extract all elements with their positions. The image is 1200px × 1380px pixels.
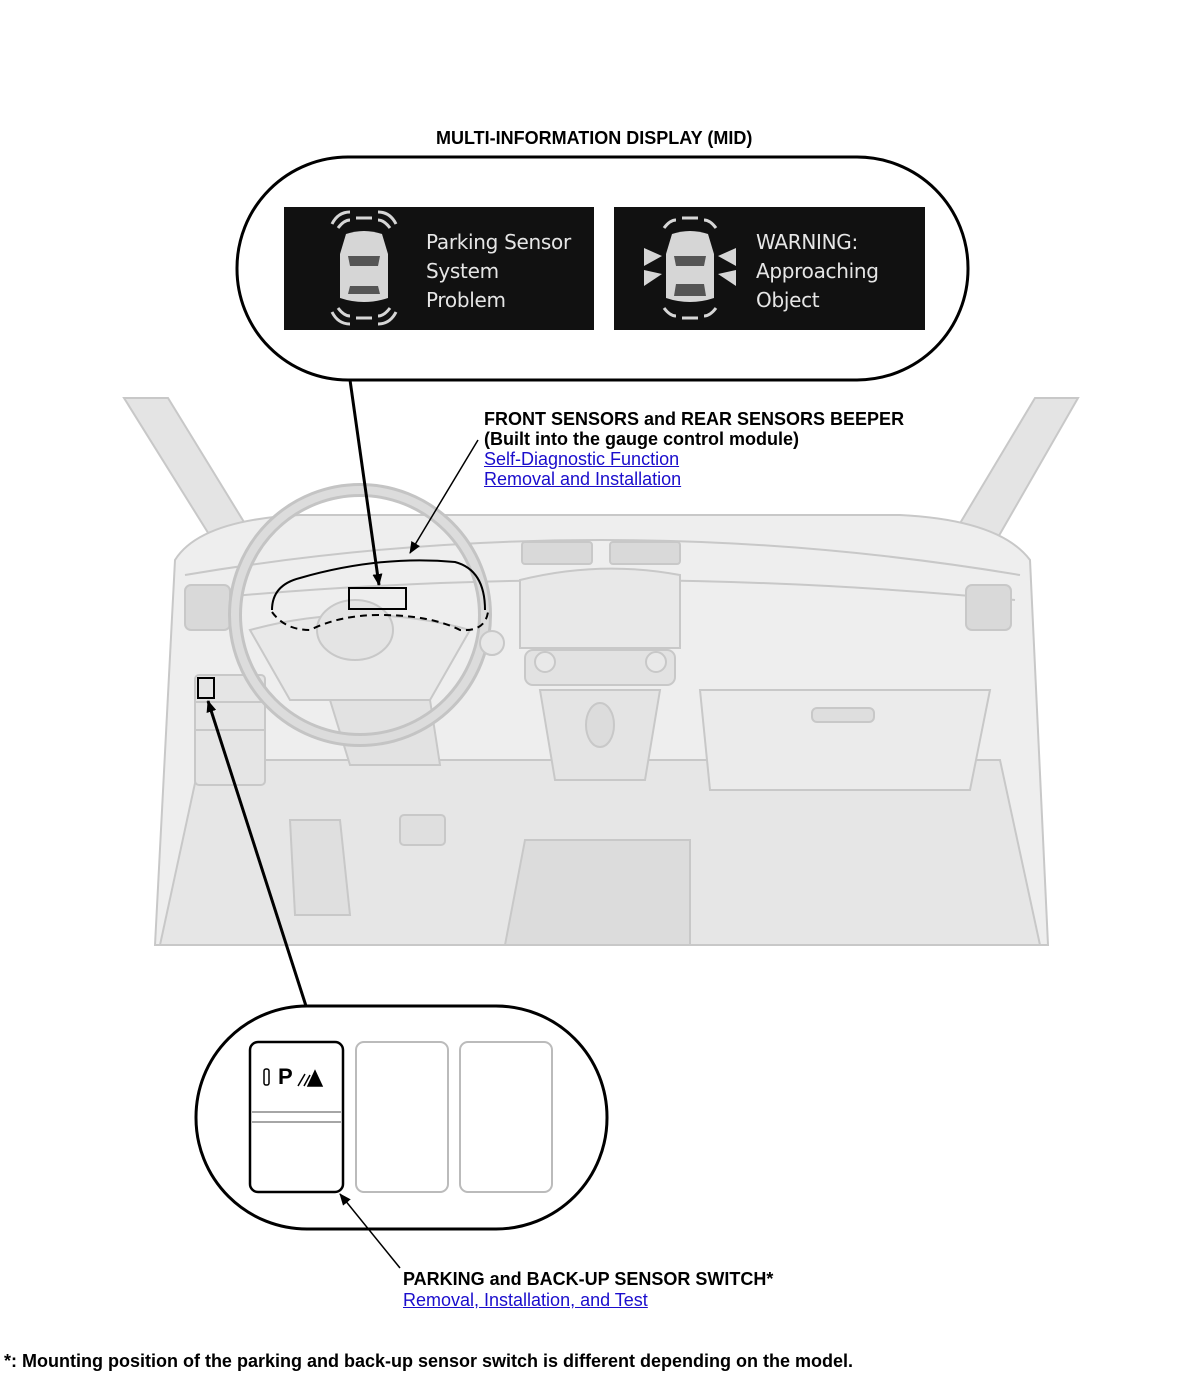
switch-title: PARKING and BACK-UP SENSOR SWITCH* bbox=[403, 1269, 774, 1289]
mid-screen-warning-line-3: Object bbox=[756, 288, 820, 312]
switch-icon-label: P bbox=[278, 1064, 293, 1089]
mid-screen-warning-line-1: WARNING: bbox=[756, 230, 858, 254]
parking-sensor-switch bbox=[250, 1042, 343, 1192]
mid-title: MULTI-INFORMATION DISPLAY (MID) bbox=[436, 128, 753, 148]
mid-screen-problem-line-3: Problem bbox=[426, 288, 506, 312]
self-diagnostic-link[interactable]: Self-Diagnostic Function bbox=[484, 449, 680, 469]
blank-switch-2 bbox=[460, 1042, 552, 1192]
switch-removal-installation-test-link[interactable]: Removal, Installation, and Test bbox=[403, 1290, 648, 1310]
mid-screen-problem-line-2: System bbox=[426, 259, 499, 283]
beeper-subtitle: (Built into the gauge control module) bbox=[484, 429, 799, 449]
footnote: *: Mounting position of the parking and back-up sensor switch is different depending on the model. bbox=[4, 1351, 854, 1371]
beeper-title: FRONT SENSORS and REAR SENSORS BEEPER bbox=[484, 409, 905, 429]
mid-screen-warning-line-2: Approaching bbox=[756, 259, 879, 283]
beeper-removal-installation-link[interactable]: Removal and Installation bbox=[484, 469, 682, 489]
blank-switch-1 bbox=[356, 1042, 448, 1192]
mid-screen-problem-line-1: Parking Sensor bbox=[426, 230, 571, 254]
